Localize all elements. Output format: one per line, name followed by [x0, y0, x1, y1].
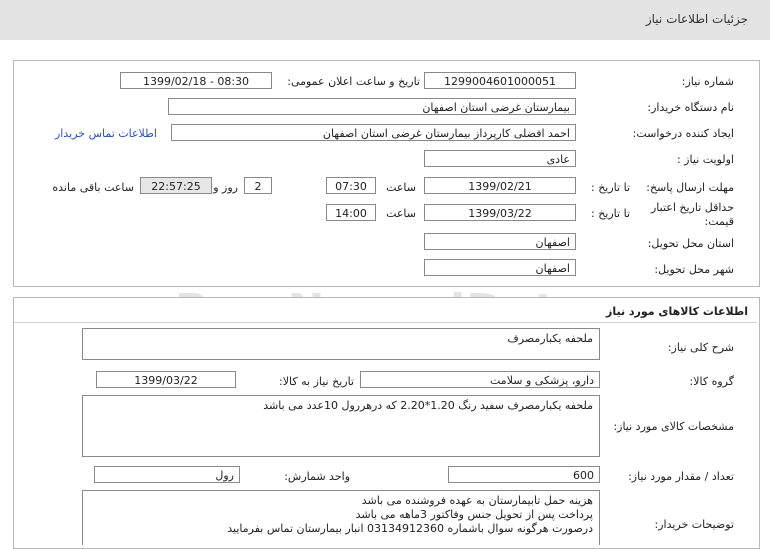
quantity-field: 600 [448, 466, 600, 483]
deadline-date-field: 1399/02/21 [424, 177, 576, 194]
buyer-org-field: بیمارستان غرضی استان اصفهان [168, 98, 576, 115]
deadline-time-field: 07:30 [326, 177, 376, 194]
need-info-panel [13, 60, 760, 287]
need-date-label: تاریخ نیاز به کالا: [279, 375, 354, 388]
days-label: روز و [213, 181, 238, 194]
buyer-contact-link[interactable]: اطلاعات تماس خریدار [55, 127, 157, 140]
goods-group-label: گروه کالا: [689, 375, 734, 388]
general-desc-box: ملحفه یکبارمصرف [82, 328, 600, 360]
goods-section-divider [14, 322, 757, 323]
validity-to-date-label: تا تاریخ : [591, 207, 630, 220]
days-remaining-field: 2 [244, 177, 272, 194]
goods-group-field: دارو، پزشکی و سلامت [360, 371, 600, 388]
quantity-label: تعداد / مقدار مورد نیاز: [628, 470, 734, 483]
announce-field: 1399/02/18 - 08:30 [120, 72, 272, 89]
deadline-to-date-label: تا تاریخ : [591, 181, 630, 194]
specs-box: ملحفه یکبارمصرف سفید رنگ 1.20*2.20 که درهررول 10عدد می باشد [82, 395, 600, 457]
remaining-time-field: 22:57:25 [140, 177, 212, 194]
validity-label: حداقل تاریخ اعتبار قیمت: [650, 201, 734, 228]
priority-label: اولویت نیاز : [676, 153, 734, 166]
need-number-field: 1299004601000051 [424, 72, 576, 89]
priority-field: عادی [424, 150, 576, 167]
creator-field: احمد افضلی کارپرداز بیمارستان غرضی استان اصفهان [171, 124, 576, 141]
unit-label: واحد شمارش: [284, 470, 350, 483]
validity-time-label: ساعت [386, 207, 416, 220]
buyer-notes-label: توضیحات خریدار: [654, 518, 734, 531]
notes-line-3: درصورت هرگونه سوال باشماره 03134912360 انبار بیمارستان تماس بفرمایید [227, 522, 593, 535]
notes-line-2: پرداخت پس از تحویل جنس وفاکتور 3ماهه می باشد [355, 508, 593, 521]
general-desc-label: شرح کلی نیاز: [667, 341, 734, 354]
buyer-org-label: نام دستگاه خریدار: [647, 101, 734, 114]
specs-label: مشخصات کالای مورد نیاز: [613, 420, 734, 433]
validity-date-field: 1399/03/22 [424, 204, 576, 221]
page-title: جزئیات اطلاعات نیاز [645, 12, 748, 26]
need-number-label: شماره نیاز: [681, 75, 734, 88]
need-date-field: 1399/03/22 [96, 371, 236, 388]
remaining-time-label: ساعت باقی مانده [52, 181, 134, 194]
city-field: اصفهان [424, 259, 576, 276]
deadline-label: مهلت ارسال پاسخ: [646, 181, 734, 194]
announce-label: تاریخ و ساعت اعلان عمومی: [287, 75, 420, 88]
notes-line-1: هزینه حمل تابیمارستان به عهده فروشنده می باشد [361, 494, 593, 507]
province-label: استان محل تحویل: [647, 237, 734, 250]
city-label: شهر محل تحویل: [654, 263, 734, 276]
goods-section-title: اطلاعات کالاهای مورد نیاز [606, 305, 748, 318]
deadline-time-label: ساعت [386, 181, 416, 194]
buyer-notes-box [82, 490, 600, 545]
validity-time-field: 14:00 [326, 204, 376, 221]
creator-label: ایجاد کننده درخواست: [632, 127, 734, 140]
unit-field: رول [94, 466, 240, 483]
province-field: اصفهان [424, 233, 576, 250]
